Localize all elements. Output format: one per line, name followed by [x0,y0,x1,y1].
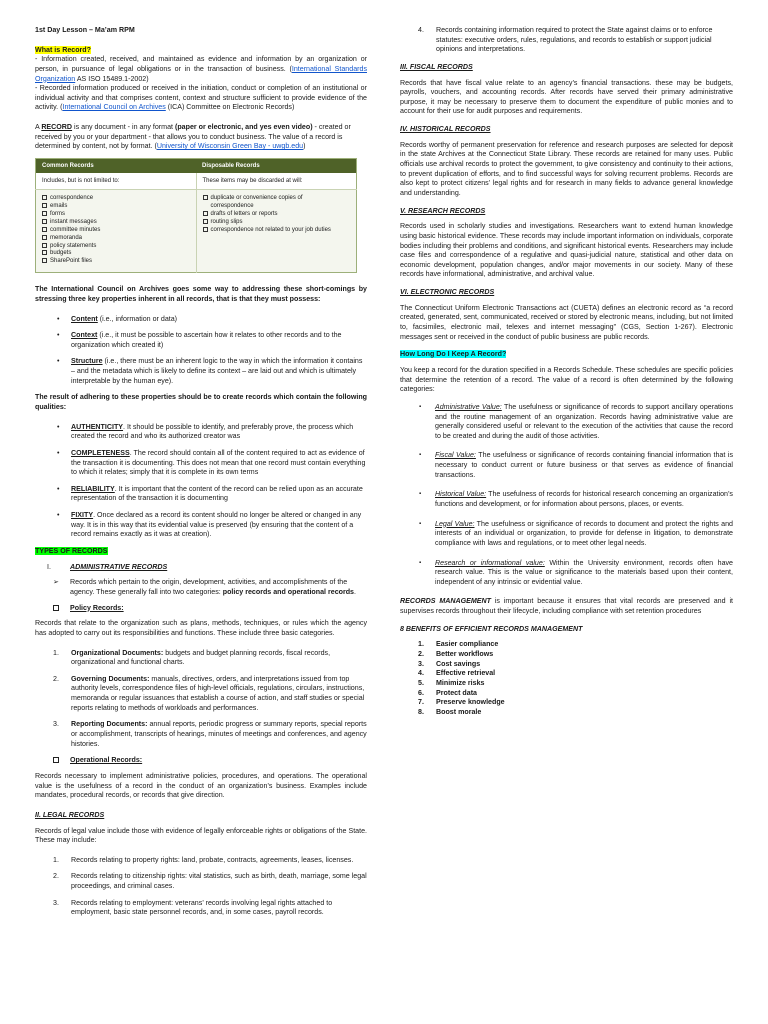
legal-records-list [35,856,367,918]
list-item: budgets [42,250,190,258]
admin-records-description: ➢ Records which pertain to the origin, development, activities, and accomplishments of the agency. These generally fall into two categories: policy records and operational records. [53,578,356,596]
checkbox-icon [203,211,208,216]
electronic-records-text: The Connecticut Uniform Electronic Transactions act (CUETA) defines an electronic record as “a record created, generated, sent, communicated, received or stored by electronic means, including, but not limited to, facsimiles, electronic mail, telexes and internet messaging” (CGS, Section 1-267). Electronic messages sent or received in the conduct of public business are public records. [400,303,733,341]
checkbox-icon [42,243,47,248]
legal-records-intro: Records of legal value include those with evidence of legally enforceable rights or obligations of the State. These may include: [35,826,367,845]
disposable-records-subheader: These items may be discarded at will: [196,173,357,190]
list-item: 3. Reporting Documents: annual reports, periodic progress or summary reports, special reports or accomplishment, transcripts of hearings, minutes of meetings and conferences, and agency histories. [53,720,367,748]
research-records-text: Records used in scholarly studies and investigations. Researchers want to extend human knowledge using basic historical evidence. These records may include important information on individuals, corporate bodies including their problems and conditions, and significant historical events. Researchers may include case files and correspondence of a regulative and quasi-judicial nature, statistical and other data on economic development, population changes, and/or major movements in our society. Many of these records have informational, administrative, and archival value. [400,222,733,279]
common-records-subheader: Includes, but is not limited to: [36,173,197,190]
list-item: 2. Better workflows [418,650,494,659]
checkbox-icon [42,250,47,255]
list-item: 3. Records relating to employment: veterans’ records involving legal rights attached to employment, basic state personnel records, and, in some cases, payroll records. [53,898,333,917]
list-item: • RELIABILITY. It is important that the content of the record can be relied upon as an accurate representation of the transaction it is documenting [35,485,367,504]
checkbox-icon [42,258,47,263]
list-item: 8. Boost morale [418,707,482,716]
list-item: 2. Records relating to citizenship rights: vital statistics, such as birth, death, marriage, some legal proceedings, and criminal cases. [53,872,367,891]
list-item: 1. Easier compliance [418,640,499,649]
list-item: drafts of letters or reports [203,211,351,219]
checkbox-icon [42,211,47,216]
record-definition-iso: - Information created, received, and maintained as evidence and information by an organization or person, in pursuance of legal obligations or in the transaction of business. (International Standards Organization AS ISO 15489.1-2002) [35,55,367,83]
common-records-list [36,190,197,273]
legal-records-heading: II. LEGAL RECORDS [35,810,105,819]
arrow-icon: ➢ [53,578,59,587]
list-item: 7. Preserve knowledge [418,698,505,707]
list-item: correspondence not related to your job duties [203,227,351,235]
policy-records-text: Records that relate to the organization such as plans, methods, techniques, or rules which the agency has adopted to carry out its responsibilities and functions. These include three basic categories. [35,619,367,637]
list-item: 3. Cost savings [418,659,481,668]
square-bullet-icon [53,605,59,611]
ica-intro: The International Council on Archives goes some way to addressing these short-comings by stressing three key properties inherent in all records, that is that they must possess: [35,285,367,303]
list-item: correspondence [210,203,254,210]
record-definition-ica: - Recorded information produced or received in the initiation, conduct or completion of an institutional or individual activity and that comprises content, context and structure sufficient to provide evidence of the activity. (International Council on Archives (ICA) Committee on Electronic Records) [35,84,367,112]
list-item: 6. Protect data [418,688,477,697]
types-heading: TYPES OF RECORDS [35,547,108,556]
list-item: • Structure (i.e., there must be an inherent logic to the way in which the information it contains – and the metadata which is likely to define its context – are laid out and which is ultimately interpretable by the human eye). [35,357,367,386]
checkbox-icon [42,219,47,224]
list-item: routing slips [203,219,351,227]
checkbox-icon [203,219,208,224]
disposable-records-header: Disposable Records [196,159,357,174]
list-item: 4. Records containing information required to protect the State against claims or to enforce statutes: executive orders, rules, regulations, and records to establish or support judicial opinions and interpretations. [418,26,713,54]
legal-records-list-continued [400,26,733,55]
list-item: forms [42,211,190,219]
list-item: • FIXITY. Once declared as a record its content should no longer be altered or changed in any way. It is in this way that its evidential value is preserved (by ensuring that the content of a record remains exactly as it was at creation). [35,511,367,540]
research-records-heading: V. RESEARCH RECORDS [400,206,486,215]
list-item: ▪ Administrative Value: The usefulness or significance of records to support ancillary operations and the routine management of an organization. Records having administrative value are generally considered useful or relevant to the execution of the activities that cause the record to be created and during the audit of those activities. [400,403,733,442]
list-item: • AUTHENTICITY. It should be possible to identify, and preferably prove, the process which created the record and who its authorized creator was [35,423,367,442]
page-title: 1st Day Lesson – Ma’am RPM [35,26,135,34]
historical-records-heading: IV. HISTORICAL RECORDS [400,125,491,134]
benefits-heading: 8 BENEFITS OF EFFICIENT RECORDS MANAGEMENT [400,624,583,633]
list-item: instant messages [42,219,190,227]
list-item: policy statements [42,243,190,251]
list-item: ▪ Historical Value: The usefulness of records for historical research concerning an organization’s functions and development, or for information about persons, places, or events. [400,490,733,509]
list-item: emails [42,203,190,211]
properties-list [35,315,367,387]
benefits-list [400,640,733,717]
checkbox-icon [42,195,47,200]
list-item: • Content (i.e., information or data) [35,315,367,325]
policy-records-label: Policy Records: [35,604,367,614]
list-item: 1. Records relating to property rights: land, probate, contracts, agreements, leases, licenses. [53,855,354,864]
list-item: • COMPLETENESS. The record should contain all of the content required to act as evidence of the transaction it is documenting. This does not mean that one record must contain everything to which it relates; simply that it is complete in its own terms [35,449,367,478]
right-column [400,26,733,724]
record-values-list [400,403,733,588]
list-item: ▪ Legal Value: The usefulness or significance of records to document and protect the rights and interests of an individual or organization, to provide for defense in litigation, to demonstrate compliance with laws and regulations, or to meet other legal needs. [400,520,733,549]
checkbox-icon [203,227,208,232]
fiscal-records-text: Records that have fiscal value relate to an agency’s financial transactions. these may be budgets, payrolls, vouchers, and accounting records. After records have served their primary administrative purpose, it may be necessary to preserve them to document the expenditure of public monies and to account for their use for audit purposes and requirements. [400,78,733,116]
operational-records-text: Records necessary to implement administrative policies, procedures, and operations. The operational value is the usefulness of a record in the conduct of an organization’s business. Examples include mandates, procedural records, or records that give direction. [35,771,367,800]
admin-records-heading: I. ADMINISTRATIVE RECORDS [47,562,168,571]
fiscal-records-heading: III. FISCAL RECORDS [400,62,473,71]
list-item: 4. Effective retrieval [418,669,496,678]
list-item: 5. Minimize risks [418,678,485,687]
checkbox-icon [42,227,47,232]
uwgb-link[interactable]: University of Wisconsin Green Bay - uwgb.edu [156,142,304,151]
list-item: SharePoint files [42,258,190,266]
electronic-records-heading: VI. ELECTRONIC RECORDS [400,288,495,297]
qualities-list [35,423,367,540]
disposable-records-list [196,190,357,273]
how-long-heading: How Long Do I Keep A Record? [400,350,507,359]
what-is-record-heading: What is Record? [35,45,91,54]
checkbox-icon [42,203,47,208]
list-item: ▪ Fiscal Value: The usefulness or significance of records containing financial information that is necessary to conduct current or future business or that serves as evidence of financial transactions. [400,451,733,480]
records-management-text: RECORDS MANAGEMENT is important because it ensures that vital records are preserved and it supervises records throughout their lifecycle, including compliance with set retention procedures [400,597,733,616]
list-item: • Context (i.e., it must be possible to ascertain how it relates to other records and to the organization which created it) [35,331,367,350]
records-table [35,158,357,273]
list-item: duplicate or convenience copies of [203,195,351,203]
how-long-text: You keep a record for the duration specified in a Records Schedule. These schedules are specific policies that determine the retention of a record. The value of a record is often determined by the following categories: [400,365,733,394]
list-item: 1. Organizational Documents: budgets and budget planning records, fiscal records, organizational and functional charts. [53,648,331,667]
list-item: memoranda [42,235,190,243]
record-any-document: A RECORD is any document - in any format (paper or electronic, and yes even video) - created or received by you or your department - that allows you to conduct business. The value of a record is determined by content, not by format. (University of Wisconsin Green Bay - uwgb.edu) [35,123,351,151]
historical-records-text: Records worthy of permanent preservation for reference and research purposes are selected for deposit in the state Archives at the Connecticut State Library. These records are retained for many uses. Public officials use archival records to protect the government, to give consistency and continuity to their actions, to prevent duplication of efforts, and to find successful ways for solving recurrent problems. Records are also kept to protect citizens’ legal rights and for research in many fields to advance general knowledge and understanding. [400,140,733,197]
checkbox-icon [42,235,47,240]
qualities-intro: The result of adhering to these properties should be to create records which contain the following qualities: [35,393,367,411]
common-records-header: Common Records [36,159,197,174]
checkbox-icon [203,195,208,200]
iso-link[interactable]: International Standards Organization [35,64,367,83]
left-column [35,26,367,925]
list-item: 2. Governing Documents: manuals, directives, orders, and interpretations issued from top authority levels, correspondence files of high-level officials, regulations, circulars, instructions, memoranda or regular issuances that establish a course of action, and staff studies or special reports relating to methods of workloads and performances. [53,674,365,712]
list-item: ▪ Research or informational value: Within the University environment, records often have research value. This is the value or significance to the materials based upon their content, independent of any intrinsic or evidential value. [400,559,733,588]
policy-records-list [35,649,367,750]
ica-link[interactable]: International Council on Archives [62,103,166,112]
square-bullet-icon [53,757,59,763]
list-item: committee minutes [42,227,190,235]
list-item: correspondence [42,195,190,203]
operational-records-label: Operational Records: [35,756,367,766]
